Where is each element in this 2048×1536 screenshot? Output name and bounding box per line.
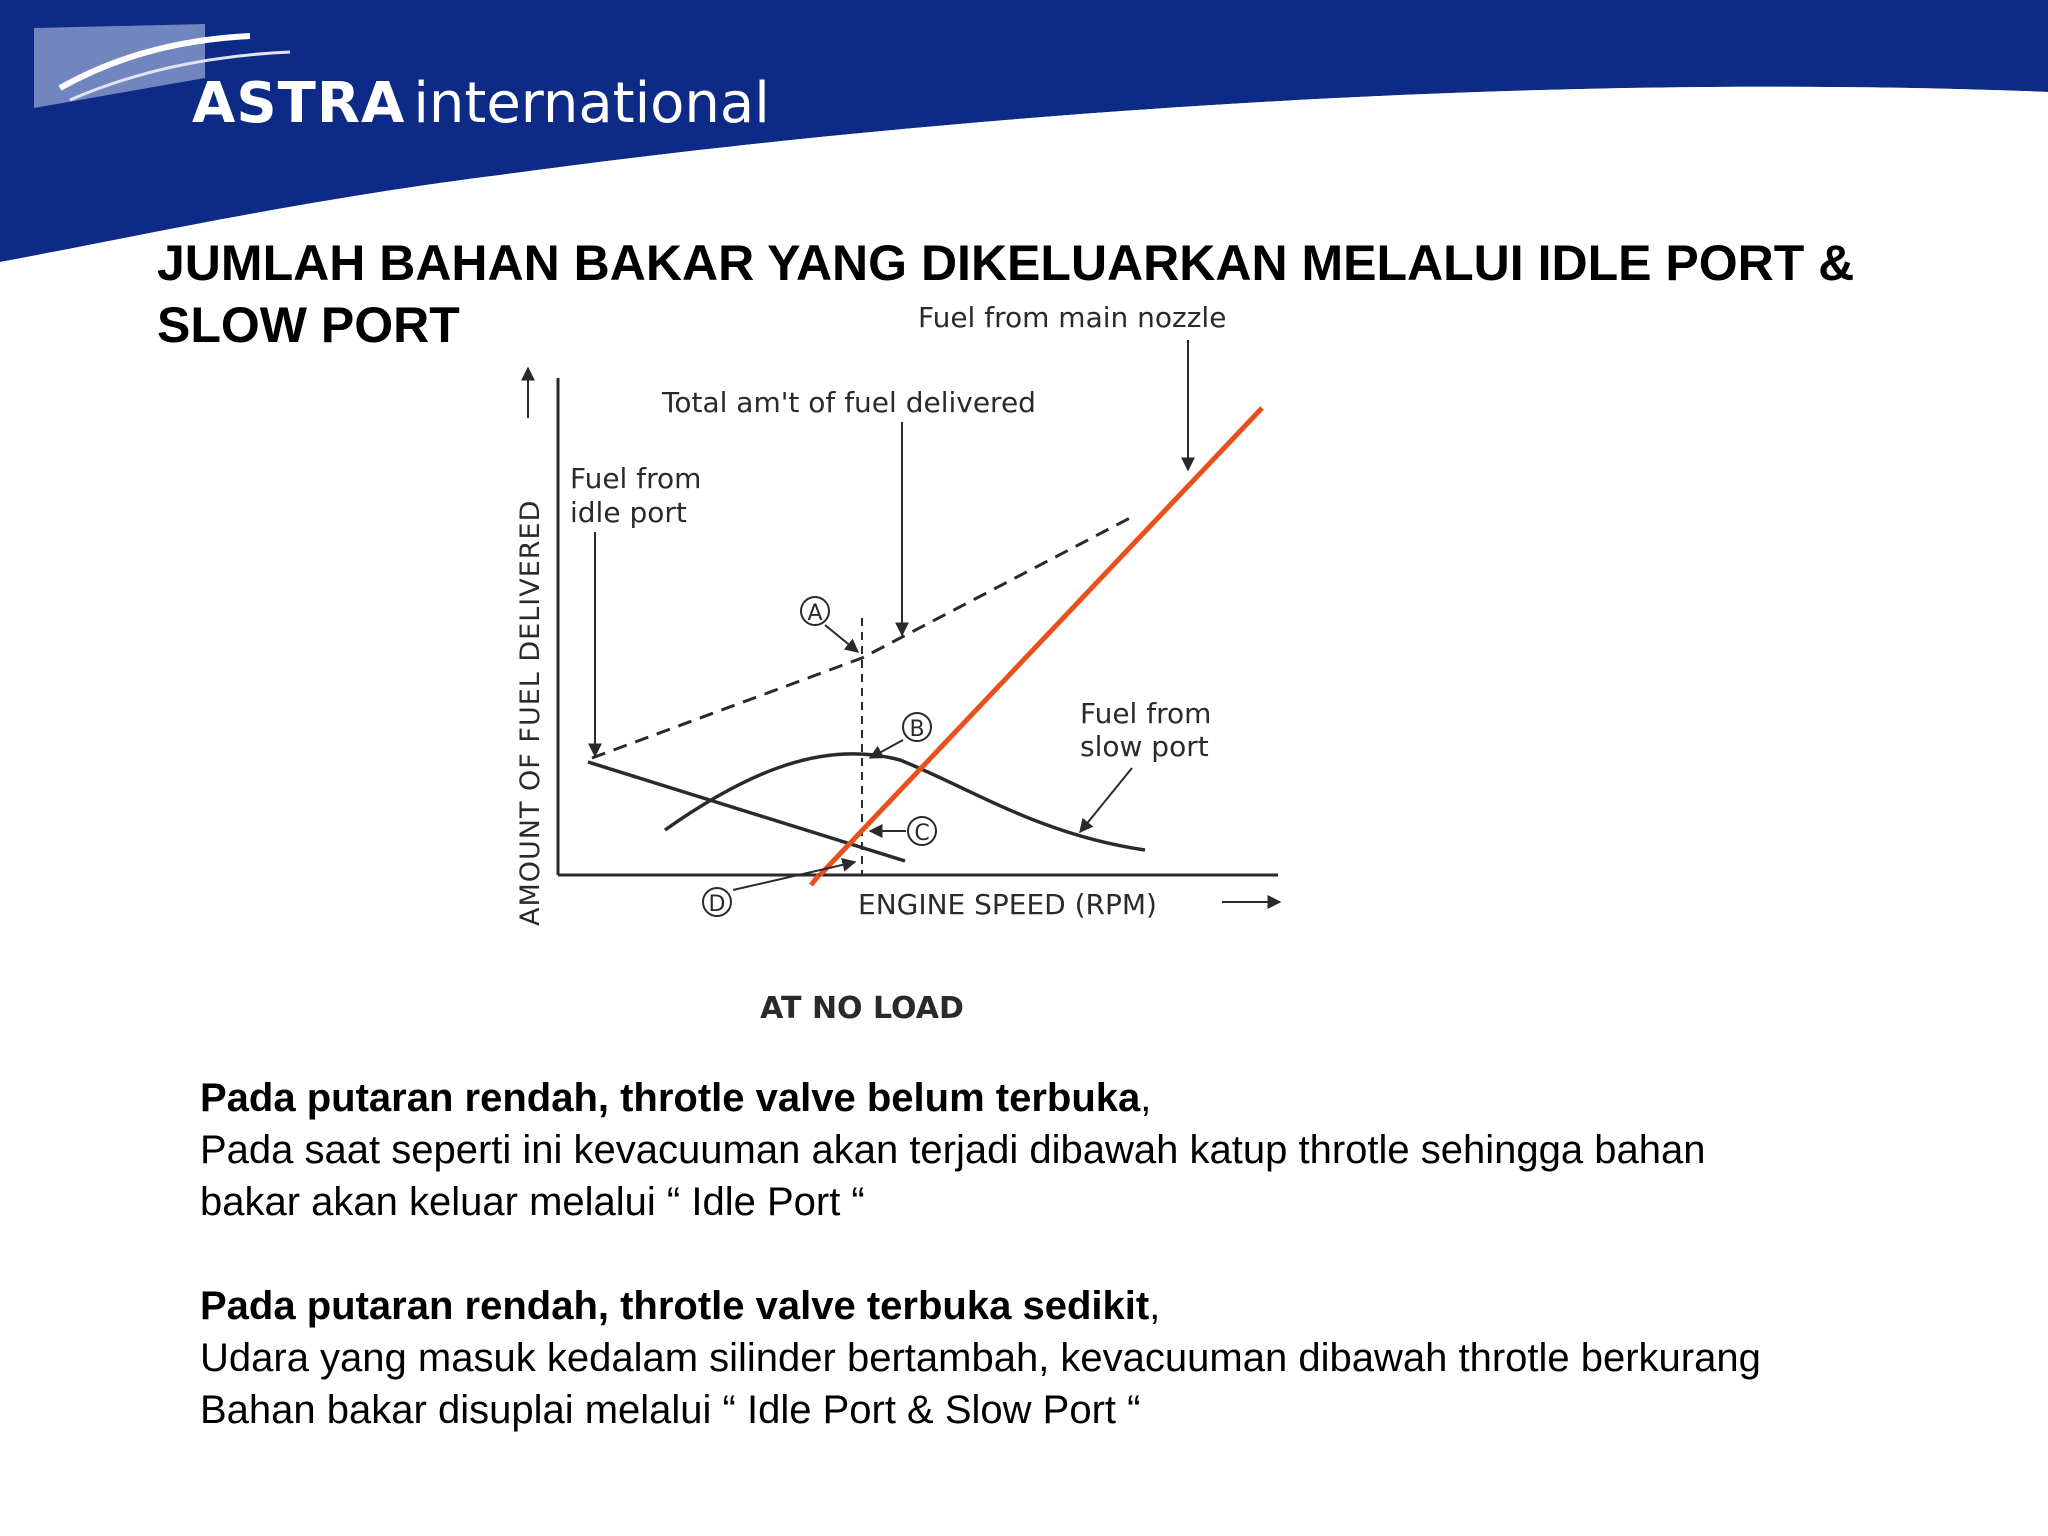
paragraph-1-line-1: Pada saat seperti ini kevacuuman akan terjadi dibawah katup throtle sehingga bahan xyxy=(200,1128,1706,1172)
slide-title: JUMLAH BAHAN BAKAR YANG DIKELUARKAN MELALUI IDLE PORT & SLOW PORT xyxy=(157,235,1855,353)
marker-c-text: C xyxy=(914,821,930,846)
idle-port-curve xyxy=(588,762,905,861)
company-logo xyxy=(192,72,770,136)
marker-d xyxy=(703,888,731,917)
y-axis-label: AMOUNT OF FUEL DELIVERED xyxy=(515,499,546,926)
fuel-delivery-diagram xyxy=(500,290,1300,1030)
logo-sub: international xyxy=(413,71,770,136)
label-idle-line2: idle port xyxy=(570,496,687,529)
slow-port-curve xyxy=(665,754,1145,850)
paragraph-2-heading-suffix: , xyxy=(1149,1284,1161,1328)
paragraph-1-heading-bold: Pada putaran rendah, throtle valve belum terbuka xyxy=(200,1076,1141,1120)
label-slow-line1: Fuel from xyxy=(1080,697,1212,730)
pointer-slow-port xyxy=(1080,768,1132,832)
pointer-a xyxy=(825,625,858,652)
main-nozzle-curve xyxy=(820,408,1262,875)
paragraph-1-heading xyxy=(200,1072,1960,1124)
paragraph-1-heading-suffix: , xyxy=(1140,1076,1152,1120)
label-total-fuel: Total am't of fuel delivered xyxy=(662,386,1036,419)
marker-d-text: D xyxy=(708,892,726,917)
marker-c xyxy=(908,817,936,846)
paragraph-2-line-2: Bahan bakar disuplai melalui “ Idle Port & Slow Port “ xyxy=(200,1388,1141,1432)
marker-b-text: B xyxy=(909,717,925,742)
paragraph-2-heading-bold: Pada putaran rendah, throtle valve terbuka sedikit xyxy=(200,1284,1150,1328)
label-main-nozzle: Fuel from main nozzle xyxy=(918,301,1227,334)
paragraph-2-line-1: Udara yang masuk kedalam silinder bertambah, kevacuuman dibawah throtle berkurang xyxy=(200,1336,1761,1380)
label-idle-line1: Fuel from xyxy=(570,462,702,495)
paragraph-1-line-2: bakar akan keluar melalui “ Idle Port “ xyxy=(200,1180,865,1224)
marker-a-text: A xyxy=(807,601,823,626)
diagram-caption: AT NO LOAD xyxy=(760,991,964,1026)
marker-a xyxy=(801,597,829,626)
x-axis-label: ENGINE SPEED (RPM) xyxy=(858,888,1157,921)
label-slow-line2: slow port xyxy=(1080,730,1209,763)
logo-brand: ASTRA xyxy=(192,71,406,136)
marker-b xyxy=(903,713,931,742)
paragraph-gap xyxy=(200,1228,1960,1280)
paragraph-2-heading xyxy=(200,1280,1960,1332)
body-text xyxy=(200,1072,1960,1436)
